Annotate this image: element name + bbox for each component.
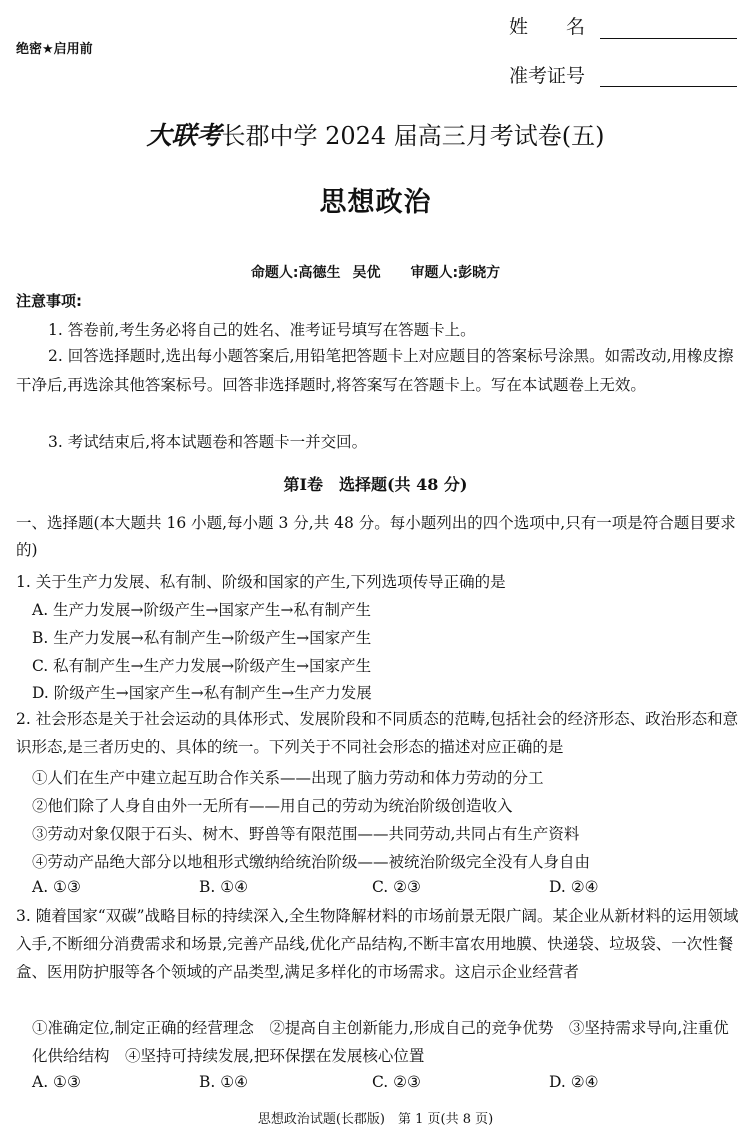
section-title: 第Ⅰ卷 选择题(共 48 分) — [283, 475, 468, 494]
q2-choice-d: D. ②④ — [549, 878, 599, 896]
q1-stem: 1. 关于生产力发展、私有制、阶级和国家的产生,下列选项传导正确的是 — [16, 573, 506, 591]
q2-choice-c: C. ②③ — [372, 878, 421, 896]
q2-choice-a: A. ①③ — [32, 878, 81, 896]
q3-choice-a: A. ①③ — [32, 1073, 81, 1091]
page-footer: 思想政治试题(长郡版) 第 1 页(共 8 页) — [257, 1112, 494, 1127]
q3-stem: 3. 随着国家“双碳”战略目标的持续深入,全生物降解材料的市场前景无限广阔。某企业从新材料的运用领域入手,不断细分消费需求和场景,完善产品线,优化产品结构,不断丰富农用地膜、快递袋、垃圾袋、一次性餐盒、医用防护服等各个领域的产品类型,满足多样化的市场需求。这启示企业经营者 — [16, 907, 739, 981]
name-label: 姓 名 — [509, 16, 586, 38]
q1-option-a: A. 生产力发展→阶级产生→国家产生→私有制产生 — [32, 601, 372, 619]
q2-item-2: ②他们除了人身自由外一无所有——用自己的劳动为统治阶级创造收入 — [32, 797, 513, 815]
q3-choice-d: D. ②④ — [549, 1073, 599, 1091]
notice-heading: 注意事项: — [16, 292, 82, 310]
q2-item-1: ①人们在生产中建立起互助合作关系——出现了脑力劳动和体力劳动的分工 — [32, 769, 544, 787]
q2-item-4: ④劳动产品绝大部分以地租形式缴纳给统治阶级——被统治阶级完全没有人身自由 — [32, 853, 591, 871]
q2-item-3: ③劳动对象仅限于石头、树木、野兽等有限范围——共同劳动,共同占有生产资料 — [32, 825, 580, 843]
brand-logo-text: 大联考 — [146, 121, 222, 150]
q1-option-b: B. 生产力发展→私有制产生→阶级产生→国家产生 — [32, 629, 372, 647]
reviewer-name: 审题人:彭晓方 — [410, 265, 501, 281]
exam-id-label: 准考证号 — [509, 65, 586, 87]
secret-tag: 绝密★启用前 — [16, 42, 93, 57]
exam-title — [0, 116, 751, 152]
q2-stem: 2. 社会形态是关于社会运动的具体形式、发展阶段和不同质态的范畴,包括社会的经济形态、政治形态和意识形态,是三者历史的、具体的统一。下列关于不同社会形态的描述对应正确的是 — [16, 710, 739, 756]
q3-items: ①准确定位,制定正确的经营理念 ②提高自主创新能力,形成自己的竞争优势 ③坚持需求导向,注重优化供给结构 ④坚持可持续发展,把环保摆在发展核心位置 — [32, 1019, 729, 1065]
notice-item-2: 2. 回答选择题时,选出每小题答案后,用铅笔把答题卡上对应题目的答案标号涂黑。如需改动,用橡皮擦干净后,再选涂其他答案标号。回答非选择题时,将答案写在答题卡上。写在本试题卷上无效。 — [16, 347, 734, 394]
subject-title: 思想政治 — [319, 187, 432, 218]
section-intro: 一、选择题(本大题共 16 小题,每小题 3 分,共 48 分。每小题列出的四个选项中,只有一项是符合题目要求的) — [16, 514, 736, 559]
setter-name: 命题人:高德生 — [250, 265, 341, 281]
exam-title-text: 长郡中学 2024 届高三月考试卷(五) — [221, 122, 605, 150]
q2-choice-b: B. ①④ — [199, 878, 249, 896]
authors-line — [0, 262, 751, 282]
q3-choice-b: B. ①④ — [199, 1073, 249, 1091]
q1-option-c: C. 私有制产生→生产力发展→阶级产生→国家产生 — [32, 657, 372, 675]
notice-item-3: 3. 考试结束后,将本试题卷和答题卡一并交回。 — [48, 433, 368, 451]
setter2-name: 吴优 — [352, 265, 381, 281]
q1-option-d: D. 阶级产生→国家产生→私有制产生→生产力发展 — [32, 684, 372, 702]
name-field-line[interactable] — [600, 38, 737, 39]
notice-item-1: 1. 答卷前,考生务必将自己的姓名、准考证号填写在答题卡上。 — [48, 321, 476, 339]
exam-id-field-line[interactable] — [600, 86, 737, 87]
q3-choice-c: C. ②③ — [372, 1073, 421, 1091]
